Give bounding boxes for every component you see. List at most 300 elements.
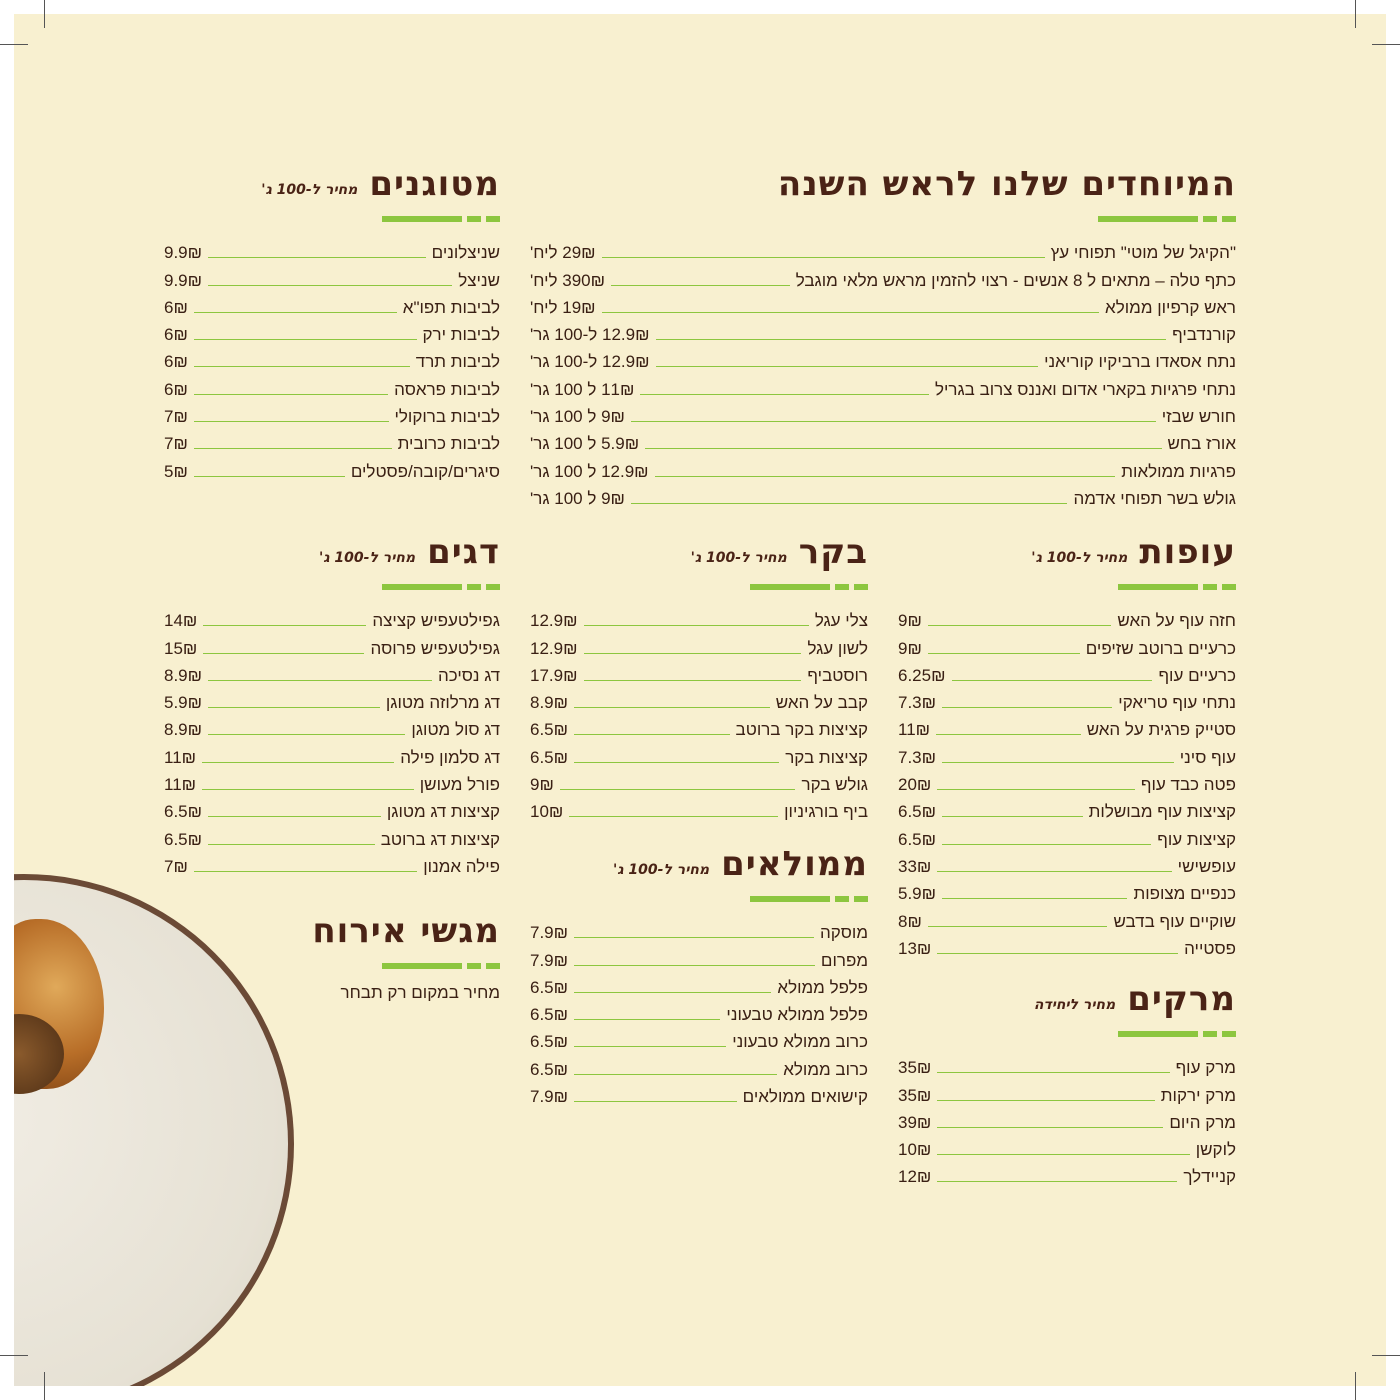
- dotted-leader: [574, 1074, 777, 1075]
- dotted-leader: [569, 816, 778, 817]
- menu-item-name: כרעיים עוף: [1158, 665, 1236, 685]
- dotted-leader: [194, 394, 388, 395]
- menu-item-row: [530, 686, 868, 713]
- menu-item-name: לביבות תרד: [415, 352, 500, 372]
- menu-item-price: 9₪: [898, 611, 922, 631]
- soups-price-note: מחיר ליחידה: [1033, 997, 1116, 1013]
- menu-item-name: פילה אמנון: [423, 856, 500, 876]
- dotted-leader: [194, 476, 345, 477]
- menu-item-price: 12.9₪ ל 100 גר': [530, 461, 649, 481]
- menu-item-name: לביבות כרובית: [397, 434, 500, 454]
- menu-item-row: [164, 454, 500, 481]
- fish-price-note: מחיר ל-100 ג': [319, 550, 416, 566]
- poultry-header: [898, 532, 1236, 572]
- dotted-leader: [584, 680, 802, 681]
- menu-item-row: [530, 604, 868, 631]
- menu-item-name: אורז בחש: [1167, 434, 1236, 454]
- menu-item-row: [164, 850, 500, 877]
- fried-rule: [164, 216, 500, 222]
- dotted-leader: [584, 653, 802, 654]
- menu-item-name: פסטייה: [1184, 938, 1236, 958]
- dotted-leader: [928, 625, 1111, 626]
- menu-item-price: 8₪: [898, 911, 922, 931]
- dotted-leader: [942, 816, 1083, 817]
- menu-item-price: 6₪: [164, 379, 188, 399]
- menu-item-row: [898, 850, 1236, 877]
- menu-item-name: קציצות עוף: [1157, 829, 1236, 849]
- platters-title: מגשי אירוח: [312, 911, 500, 951]
- menu-item-price: 6.5₪: [530, 1005, 569, 1025]
- beef-list: [530, 604, 868, 822]
- dotted-leader: [937, 1181, 1177, 1182]
- menu-item-row: [898, 604, 1236, 631]
- menu-item-row: [164, 631, 500, 658]
- menu-item-name: קציצות בקר: [785, 747, 868, 767]
- dotted-leader: [574, 1101, 737, 1102]
- menu-item-name: כרעיים ברוטב שזיפים: [1085, 638, 1236, 658]
- dotted-leader: [202, 762, 394, 763]
- menu-item-price: 6.5₪: [530, 747, 569, 767]
- menu-item-row: [530, 372, 1236, 399]
- dotted-leader: [602, 312, 1099, 313]
- fried-section: [164, 164, 500, 482]
- menu-item-name: פורל מעושן: [419, 775, 500, 795]
- menu-item-price: 35₪: [898, 1085, 932, 1105]
- menu-item-name: קישואים ממולאים: [742, 1087, 868, 1107]
- dotted-leader: [208, 707, 380, 708]
- dotted-leader: [574, 734, 729, 735]
- menu-item-row: [530, 916, 868, 943]
- menu-item-price: 8.9₪: [530, 693, 569, 713]
- menu-item-row: [164, 400, 500, 427]
- menu-item-price: 6.5₪: [164, 802, 203, 822]
- menu-item-row: [164, 345, 500, 372]
- dotted-leader: [208, 285, 452, 286]
- stuffed-price-note: מחיר ל-100 ג': [612, 862, 710, 878]
- crop-mark: [1355, 0, 1356, 28]
- menu-item-price: 7.3₪: [898, 693, 937, 713]
- dotted-leader: [942, 707, 1112, 708]
- dotted-leader: [208, 844, 375, 845]
- menu-item-price: 10₪: [530, 802, 564, 822]
- menu-item-row: [530, 345, 1236, 372]
- dotted-leader: [574, 965, 815, 966]
- menu-item-price: 6.5₪: [164, 829, 203, 849]
- menu-item-name: קורנדביף: [1172, 325, 1236, 345]
- menu-item-price: 6.5₪: [530, 1032, 569, 1052]
- menu-item-price: 9₪: [530, 775, 554, 795]
- menu-item-row: [530, 943, 868, 970]
- menu-item-price: 9.9₪: [164, 243, 203, 263]
- platters-header: [264, 911, 500, 951]
- platters-rule: [264, 963, 500, 969]
- menu-item-name: מוסקה: [819, 923, 868, 943]
- menu-item-name: "הקיגל של מוטי" תפוחי עץ: [1050, 243, 1236, 263]
- menu-item-name: לביבות פראסה: [394, 379, 500, 399]
- dotted-leader: [952, 680, 1153, 681]
- dotted-leader: [194, 448, 392, 449]
- beef-header: [530, 532, 868, 572]
- menu-item-price: 9₪ ל 100 גר': [530, 407, 625, 427]
- specials-title: המיוחדים שלנו לראש השנה: [777, 164, 1236, 204]
- menu-item-row: [530, 291, 1236, 318]
- menu-item-row: [898, 904, 1236, 931]
- dotted-leader: [602, 257, 1045, 258]
- menu-item-price: 14₪: [164, 611, 198, 631]
- menu-item-row: [898, 877, 1236, 904]
- dotted-leader: [202, 789, 414, 790]
- specials-list: [530, 236, 1236, 509]
- menu-item-price: 10₪: [898, 1140, 932, 1160]
- menu-item-name: קציצות עוף מבושלות: [1088, 802, 1236, 822]
- fish-title: דגים: [427, 532, 500, 572]
- dotted-leader: [937, 871, 1171, 872]
- menu-item-row: [898, 659, 1236, 686]
- menu-item-row: [164, 604, 500, 631]
- specials-rule: [530, 216, 1236, 222]
- menu-item-row: [530, 1025, 868, 1052]
- menu-item-row: [530, 659, 868, 686]
- fried-list: [164, 236, 500, 482]
- menu-item-row: [530, 318, 1236, 345]
- menu-item-price: 12.9₪ ל-100 גר': [530, 352, 650, 372]
- menu-item-name: גפילטעפיש קציצה: [372, 611, 500, 631]
- beef-title: בקר: [798, 532, 868, 572]
- menu-item-price: 6.5₪: [530, 1059, 569, 1079]
- menu-item-name: חזה עוף על האש: [1117, 611, 1236, 631]
- menu-item-price: 7₪: [164, 856, 188, 876]
- menu-item-price: 20₪: [898, 775, 932, 795]
- crop-mark: [44, 1372, 45, 1400]
- menu-item-name: פטה כבד עוף: [1140, 775, 1236, 795]
- menu-item-row: [530, 482, 1236, 509]
- menu-item-price: 12.9₪: [530, 611, 578, 631]
- dotted-leader: [942, 762, 1174, 763]
- menu-item-price: 11₪: [164, 775, 197, 795]
- menu-item-price: 5.9₪: [164, 693, 203, 713]
- menu-item-row: [530, 740, 868, 767]
- dotted-leader: [194, 871, 417, 872]
- dotted-leader: [574, 707, 770, 708]
- menu-item-row: [898, 1160, 1236, 1187]
- menu-item-price: 11₪ ל 100 גר': [530, 379, 635, 399]
- dotted-leader: [203, 653, 364, 654]
- soups-section: [898, 979, 1236, 1187]
- menu-item-name: סטייק פרגית על האש: [1086, 720, 1236, 740]
- menu-item-row: [164, 318, 500, 345]
- menu-item-price: 390₪ ליח': [530, 270, 606, 290]
- menu-item-price: 29₪ ליח': [530, 243, 596, 263]
- menu-item-name: שניצל: [458, 270, 500, 290]
- menu-item-name: כרוב ממולא טבעוני: [732, 1032, 868, 1052]
- menu-item-price: 12₪: [898, 1167, 932, 1187]
- menu-item-price: 7.9₪: [530, 950, 569, 970]
- menu-item-row: [530, 454, 1236, 481]
- stuffed-title: ממולאים: [721, 844, 868, 884]
- menu-item-row: [898, 822, 1236, 849]
- menu-item-name: לוקשן: [1195, 1140, 1236, 1160]
- menu-item-name: דג סלמון פילה: [400, 747, 500, 767]
- menu-item-price: 6.5₪: [530, 720, 569, 740]
- menu-item-price: 33₪: [898, 856, 932, 876]
- menu-item-price: 35₪: [898, 1058, 932, 1078]
- menu-item-price: 8.9₪: [164, 665, 203, 685]
- menu-item-price: 7₪: [164, 407, 188, 427]
- menu-item-row: [530, 427, 1236, 454]
- menu-item-name: לביבות ברוקולי: [394, 407, 500, 427]
- crop-mark: [44, 0, 45, 28]
- dotted-leader: [937, 1127, 1163, 1128]
- platters-text: מחיר במקום רק תבחר: [340, 983, 500, 1002]
- dotted-leader: [656, 339, 1167, 340]
- dotted-leader: [194, 366, 410, 367]
- menu-item-name: שוקיים עוף בדבש: [1113, 911, 1236, 931]
- menu-item-price: 19₪ ליח': [530, 297, 596, 317]
- menu-item-name: פלפל ממולא: [777, 977, 868, 997]
- dotted-leader: [194, 312, 397, 313]
- menu-item-row: [164, 768, 500, 795]
- menu-item-name: מרק עוף: [1175, 1058, 1236, 1078]
- menu-item-row: [898, 713, 1236, 740]
- menu-item-name: כתף טלה – מתאים ל 8 אנשים - רצוי להזמין מראש מלאי מוגבל: [795, 270, 1236, 290]
- menu-item-name: נתח אסאדו ברביקיו קוריאני: [1044, 352, 1236, 372]
- dotted-leader: [631, 503, 1068, 504]
- poultry-rule: [898, 584, 1236, 590]
- menu-item-price: 11₪: [898, 720, 931, 740]
- poultry-list: [898, 604, 1236, 959]
- dotted-leader: [194, 421, 389, 422]
- dotted-leader: [645, 448, 1161, 449]
- menu-item-row: [530, 263, 1236, 290]
- menu-item-row: [164, 427, 500, 454]
- menu-item-row: [530, 1080, 868, 1107]
- menu-item-row: [164, 822, 500, 849]
- menu-item-row: [164, 686, 500, 713]
- menu-item-name: דג מרלוזה מטוגן: [385, 693, 500, 713]
- dotted-leader: [611, 285, 790, 286]
- fried-header: [164, 164, 500, 204]
- menu-item-row: [530, 236, 1236, 263]
- dotted-leader: [640, 394, 929, 395]
- crop-mark: [1372, 44, 1400, 45]
- menu-item-row: [164, 713, 500, 740]
- dotted-leader: [584, 625, 809, 626]
- menu-item-price: 11₪: [164, 747, 197, 767]
- poultry-section: [898, 532, 1236, 959]
- menu-item-row: [898, 631, 1236, 658]
- menu-item-name: גפילטעפיש פרוסה: [370, 638, 500, 658]
- menu-item-price: 6₪: [164, 352, 188, 372]
- menu-item-name: מפרום: [820, 950, 868, 970]
- menu-item-price: 6.5₪: [898, 802, 937, 822]
- menu-item-price: 13₪: [898, 938, 932, 958]
- soups-title: מרקים: [1127, 979, 1236, 1019]
- crop-mark: [1372, 1355, 1400, 1356]
- menu-item-row: [898, 795, 1236, 822]
- menu-item-row: [530, 795, 868, 822]
- menu-item-row: [898, 1106, 1236, 1133]
- fried-price-note: מחיר ל-100 ג': [261, 182, 358, 198]
- menu-item-row: [164, 372, 500, 399]
- menu-item-name: מרק ירקות: [1160, 1085, 1236, 1105]
- dotted-leader: [208, 257, 426, 258]
- menu-item-name: רוסטביף: [807, 665, 868, 685]
- menu-item-name: קבב על האש: [775, 693, 868, 713]
- menu-item-name: סיגרים/קובה/פסטלים: [350, 461, 500, 481]
- menu-item-row: [898, 932, 1236, 959]
- menu-item-row: [530, 400, 1236, 427]
- menu-item-name: פלפל ממולא טבעוני: [726, 1005, 868, 1025]
- menu-item-name: קציצות דג ברוטב: [380, 829, 500, 849]
- menu-item-name: חורש שבזי: [1161, 407, 1236, 427]
- menu-item-name: ביף בורגיניון: [784, 802, 868, 822]
- dotted-leader: [655, 476, 1116, 477]
- menu-item-row: [530, 1052, 868, 1079]
- fish-header: [164, 532, 500, 572]
- poultry-price-note: מחיר ל-100 ג': [1031, 550, 1128, 566]
- menu-item-name: קציצות דג מטוגן: [386, 802, 500, 822]
- menu-item-name: צלי עגל: [814, 611, 868, 631]
- menu-item-name: מרק היום: [1169, 1112, 1236, 1132]
- menu-item-price: 5.9₪: [898, 884, 937, 904]
- menu-item-row: [898, 740, 1236, 767]
- dotted-leader: [194, 339, 417, 340]
- poultry-title: עופות: [1139, 532, 1236, 572]
- menu-item-name: נתחי פרגיות בקארי אדום ואננס צרוב בגריל: [934, 379, 1236, 399]
- dotted-leader: [574, 937, 814, 938]
- specials-header: [530, 164, 1236, 204]
- menu-page: [14, 14, 1386, 1386]
- menu-item-price: 15₪: [164, 638, 198, 658]
- menu-item-price: 12.9₪ ל-100 גר': [530, 325, 650, 345]
- menu-item-price: 7.9₪: [530, 923, 569, 943]
- menu-item-name: לביבות תפו"א: [402, 297, 500, 317]
- menu-item-name: קניידלך: [1183, 1167, 1236, 1187]
- menu-item-price: 6₪: [164, 325, 188, 345]
- menu-item-row: [898, 768, 1236, 795]
- soups-list: [898, 1051, 1236, 1187]
- menu-item-row: [164, 659, 500, 686]
- crop-mark: [1355, 1372, 1356, 1400]
- menu-item-row: [530, 998, 868, 1025]
- dotted-leader: [928, 926, 1108, 927]
- dotted-leader: [203, 625, 366, 626]
- menu-item-price: 6.5₪: [530, 977, 569, 997]
- menu-item-name: נתחי עוף טריאקי: [1118, 693, 1236, 713]
- dotted-leader: [937, 789, 1135, 790]
- stuffed-section: [530, 844, 868, 1107]
- menu-item-row: [898, 1051, 1236, 1078]
- menu-item-price: 6.25₪: [898, 665, 946, 685]
- menu-item-price: 6₪: [164, 297, 188, 317]
- dotted-leader: [574, 762, 779, 763]
- dotted-leader: [631, 421, 1156, 422]
- menu-item-row: [164, 291, 500, 318]
- dotted-leader: [208, 680, 432, 681]
- fish-rule: [164, 584, 500, 590]
- menu-item-name: לשון עגל: [807, 638, 868, 658]
- menu-item-name: גולש בשר תפוחי אדמה: [1073, 488, 1236, 508]
- menu-item-price: 7₪: [164, 434, 188, 454]
- menu-item-row: [530, 768, 868, 795]
- menu-item-name: גולש בקר: [801, 775, 868, 795]
- menu-item-price: 5.9₪ ל 100 גר': [530, 434, 640, 454]
- fried-title: מטוגנים: [369, 164, 500, 204]
- menu-item-name: דג נסיכה: [437, 665, 500, 685]
- dotted-leader: [936, 734, 1081, 735]
- menu-item-name: כרוב ממולא: [783, 1059, 868, 1079]
- menu-item-price: 17.9₪: [530, 665, 578, 685]
- menu-item-name: ראש קרפיון ממולא: [1105, 297, 1236, 317]
- dotted-leader: [942, 844, 1151, 845]
- dotted-leader: [937, 1154, 1189, 1155]
- menu-item-price: 6.5₪: [898, 829, 937, 849]
- menu-item-name: דג סול מטוגן: [411, 720, 500, 740]
- menu-item-name: עופשישי: [1177, 856, 1236, 876]
- menu-item-price: 9.9₪: [164, 270, 203, 290]
- menu-item-row: [164, 236, 500, 263]
- soups-rule: [898, 1031, 1236, 1037]
- crop-mark: [0, 1355, 28, 1356]
- specials-section: [530, 164, 1236, 509]
- soups-header: [898, 979, 1236, 1019]
- menu-item-row: [164, 795, 500, 822]
- menu-item-row: [530, 631, 868, 658]
- dotted-leader: [574, 992, 771, 993]
- beef-section: [530, 532, 868, 822]
- menu-item-price: 7.3₪: [898, 747, 937, 767]
- menu-item-price: 39₪: [898, 1112, 932, 1132]
- stuffed-list: [530, 916, 868, 1107]
- menu-item-name: עוף סיני: [1179, 747, 1236, 767]
- dotted-leader: [560, 789, 796, 790]
- menu-item-name: לביבות ירק: [422, 325, 500, 345]
- menu-item-name: כנפיים מצופות: [1133, 884, 1236, 904]
- menu-item-row: [164, 263, 500, 290]
- dotted-leader: [656, 366, 1039, 367]
- beef-price-note: מחיר ל-100 ג': [690, 550, 787, 566]
- menu-item-row: [898, 1078, 1236, 1105]
- menu-item-price: 12.9₪: [530, 638, 578, 658]
- menu-item-price: 7.9₪: [530, 1087, 569, 1107]
- stuffed-header: [530, 844, 868, 884]
- menu-item-row: [164, 740, 500, 767]
- fish-list: [164, 604, 500, 877]
- platters-section: [264, 911, 500, 1003]
- dotted-leader: [574, 1019, 720, 1020]
- menu-item-name: שניצלונים: [431, 243, 500, 263]
- dotted-leader: [942, 898, 1127, 899]
- fish-section: [164, 532, 500, 877]
- menu-item-price: 8.9₪: [164, 720, 203, 740]
- dotted-leader: [937, 1100, 1154, 1101]
- menu-item-price: 5₪: [164, 461, 188, 481]
- dotted-leader: [574, 1046, 726, 1047]
- menu-item-row: [898, 686, 1236, 713]
- dotted-leader: [937, 1072, 1169, 1073]
- menu-item-name: פרגיות ממולאות: [1121, 461, 1236, 481]
- menu-item-name: קציצות בקר ברוטב: [735, 720, 868, 740]
- stuffed-rule: [530, 896, 868, 902]
- crop-mark: [0, 44, 28, 45]
- dotted-leader: [208, 734, 405, 735]
- menu-item-price: 9₪ ל 100 גר': [530, 488, 625, 508]
- dotted-leader: [928, 653, 1080, 654]
- menu-item-row: [530, 971, 868, 998]
- menu-item-price: 9₪: [898, 638, 922, 658]
- menu-item-row: [898, 1133, 1236, 1160]
- beef-rule: [530, 584, 868, 590]
